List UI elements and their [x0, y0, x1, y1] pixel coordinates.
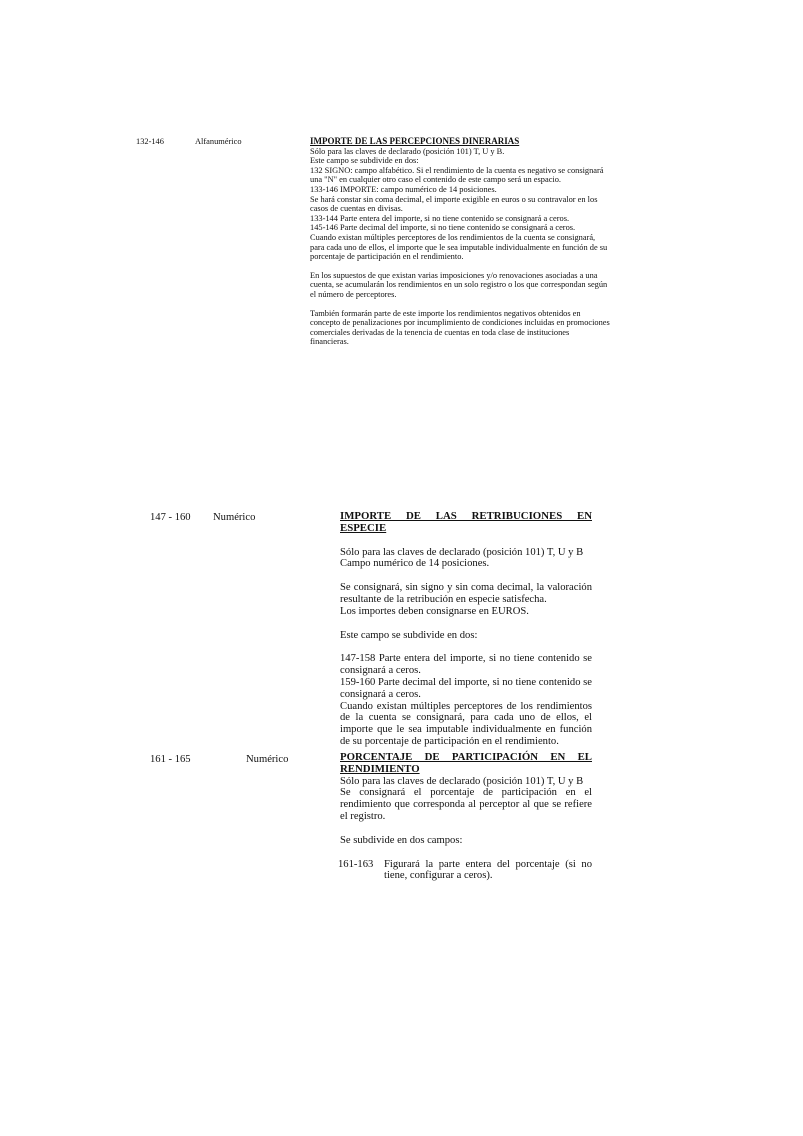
subfield-text: Figurará la parte entera del porcentaje (si no tiene, configurar a ceros).: [384, 858, 592, 882]
text-line: Este campo se subdivide en dos:: [340, 629, 478, 641]
text-line: concepto de penalizaciones por incumplimiento de condiciones incluidas en promociones: [310, 318, 610, 328]
text-line: el número de perceptores.: [310, 289, 397, 299]
text-line: Sólo para las claves de declarado (posición 101) T, U y B: [340, 775, 584, 787]
subfield-row: [338, 859, 592, 883]
field-type: Numérico: [213, 512, 256, 523]
field-title: IMPORTE DE LAS PERCEPCIONES DINERARIAS: [310, 136, 520, 146]
text-line: En los supuestos de que existan varias imposiciones y/o renovaciones asociadas a una: [310, 270, 598, 280]
text-line: Los importes deben consignarse en EUROS.: [340, 605, 529, 617]
text-paragraph: 147-158 Parte entera del importe, si no tiene contenido se consignará a ceros.: [340, 653, 592, 677]
text-line: Se hará constar sin coma decimal, el importe exigible en euros o su contravalor en los: [310, 194, 598, 204]
field-description: [340, 511, 592, 748]
text-line: Se subdivide en dos campos:: [340, 834, 463, 846]
field-position: 132-146: [136, 137, 164, 146]
subfield-code: 161-163: [338, 858, 374, 870]
field-position: 147 - 160: [150, 512, 191, 523]
text-line: 132 SIGNO: campo alfabético. Si el rendimiento de la cuenta es negativo se consignará: [310, 165, 604, 175]
text-line: casos de cuentas en divisas.: [310, 204, 403, 214]
field-description: [340, 752, 592, 882]
field-type: Numérico: [246, 754, 289, 765]
text-line: una "N" en cualquier otro caso el contenido de este campo será un espacio.: [310, 175, 562, 185]
text-line: comerciales derivadas de la tenencia de cuentas en toda clase de instituciones: [310, 327, 570, 337]
text-line: Sólo para las claves de declarado (posición 101) T, U y B.: [310, 146, 505, 156]
field-position: 161 - 165: [150, 754, 191, 765]
text-paragraph: Se consignará, sin signo y sin coma decimal, la valoración resultante de la retribución en especie satisfecha.: [340, 582, 592, 605]
field-title: PORCENTAJE DE PARTICIPACIÓN EN EL: [340, 751, 592, 763]
text-line: Campo numérico de 14 posiciones.: [340, 558, 490, 570]
text-line: para cada uno de ellos, el importe que le sea imputable individualmente en función de su: [310, 242, 608, 252]
field-description: [310, 137, 630, 347]
text-line: Este campo se subdivide en dos:: [310, 156, 419, 166]
text-line: 133-144 Parte entera del importe, si no tiene contenido se consignará a ceros.: [310, 213, 570, 223]
text-paragraph: 159-160 Parte decimal del importe, si no tiene contenido se consignará a ceros.: [340, 676, 592, 700]
text-line: 145-146 Parte decimal del importe, si no tiene contenido se consignará a ceros.: [310, 223, 576, 233]
text-line: Sólo para las claves de declarado (posición 101) T, U y B: [340, 546, 584, 558]
field-type: Alfanumérico: [195, 137, 242, 146]
field-title-continued: RENDIMIENTO: [340, 762, 420, 775]
text-line: cuenta, se acumularán los rendimientos en un solo registro o los que correspondan según: [310, 280, 608, 290]
text-line: Cuando existan múltiples perceptores de los rendimientos de la cuenta se consignará,: [310, 232, 596, 242]
text-line: porcentaje de participación en el rendimiento.: [310, 252, 464, 262]
text-line: 133-146 IMPORTE: campo numérico de 14 posiciones.: [310, 184, 497, 194]
text-line: También formarán parte de este importe los rendimientos negativos obtenidos en: [310, 308, 581, 318]
field-title: IMPORTE DE LAS RETRIBUCIONES EN ESPECIE: [340, 510, 592, 534]
text-paragraph: Se consignará el porcentaje de participación en el rendimiento que corresponda al perceptor al que se refiere el registro.: [340, 787, 592, 822]
text-line: financieras.: [310, 337, 349, 347]
text-paragraph: Cuando existan múltiples perceptores de los rendimientos de la cuenta se consignará, para cada uno de ellos, el importe que le sea imputable individualmente en función de su porcentaje de participación en el rendimiento.: [340, 700, 592, 747]
